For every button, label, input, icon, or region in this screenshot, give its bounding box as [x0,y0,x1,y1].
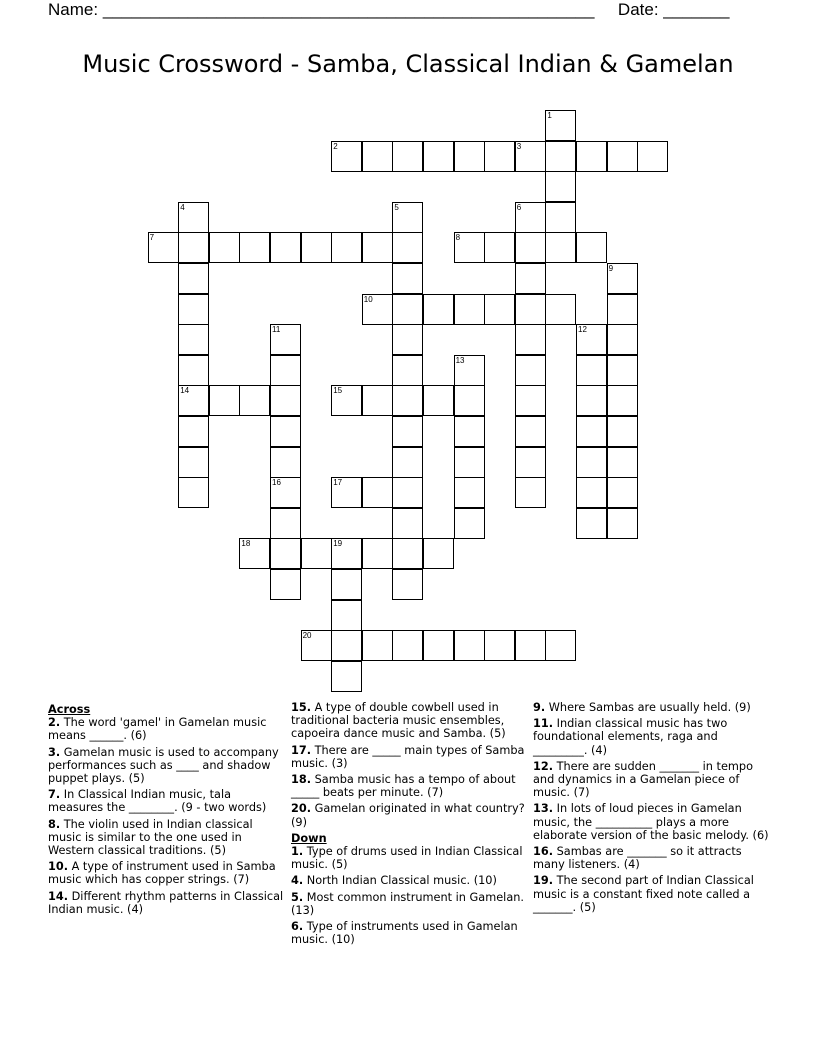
grid-cell[interactable] [454,447,485,478]
grid-cell[interactable] [392,569,423,600]
grid-cell[interactable] [576,324,607,355]
grid-cell[interactable] [607,477,638,508]
grid-cell[interactable] [331,232,362,263]
clue-text: The violin used in Indian classical music is similar to the one used in Western classical traditions. (5) [48,817,253,858]
clue-number: 12 [578,325,587,335]
grid-cell[interactable] [270,385,301,416]
clue-number: 11 [272,325,281,335]
down-heading: Down [291,831,327,845]
across-clue [48,818,286,858]
grid-cell[interactable] [331,569,362,600]
clue-number: 13 [455,355,465,365]
grid-cell[interactable] [545,294,576,325]
clue-number-label: 16. [533,845,554,859]
down-clue [533,845,771,871]
clue-number-label: 9. [533,701,546,714]
grid-cell[interactable] [576,355,607,386]
clue-number-label: 18. [291,773,312,787]
grid-cell[interactable] [392,232,423,263]
clue-text: Different rhythm patterns in Classical Indian music. (4) [48,889,284,916]
grid-cell[interactable] [515,630,546,661]
clue-number: 9 [608,264,614,273]
across-clue [48,716,286,742]
clue-text: Most common instrument in Gamelan. (13) [291,890,524,917]
clue-number-label: 13. [533,802,554,816]
clue-text: North Indian Classical music. (10) [303,874,497,888]
clue-number-label: 11. [533,717,554,731]
clue-number-label: 5. [291,890,304,904]
grid-cell[interactable] [454,630,485,661]
grid-cell[interactable] [545,232,576,263]
grid-cell[interactable] [270,355,301,386]
grid-cell[interactable] [362,538,393,569]
grid-cell[interactable] [270,538,301,569]
clue-text: Type of instruments used in Gamelan music. (10) [291,920,518,947]
grid-cell[interactable] [423,385,454,416]
grid-cell[interactable] [270,447,301,478]
grid-cell[interactable] [515,263,546,294]
clues-column-1 [48,701,286,919]
grid-cell[interactable] [576,385,607,416]
clue-number-label: 7. [48,788,61,802]
clue-text: Samba music has a tempo of about _____ beats per minute. (7) [291,773,516,800]
clue-text: There are _____ main types of Samba music. (3) [291,743,525,770]
down-clue [533,760,771,800]
across-heading: Across [48,703,91,716]
grid-cell[interactable] [545,110,576,141]
across-clue [48,860,286,886]
grid-cell[interactable] [392,538,423,569]
grid-cell[interactable] [331,141,362,172]
clue-number-label: 20. [291,802,312,816]
grid-cell[interactable] [331,538,362,569]
grid-cell[interactable] [484,294,515,325]
grid-cell[interactable] [392,508,423,539]
grid-cell[interactable] [607,385,638,416]
clue-number: 3 [516,141,522,151]
grid-cell[interactable] [178,385,209,416]
clue-number-label: 15. [291,701,312,714]
grid-cell[interactable] [178,355,209,386]
clue-number: 16 [272,478,281,488]
grid-cell[interactable] [607,324,638,355]
clue-number-label: 1. [291,845,304,859]
grid-cell[interactable] [576,232,607,263]
clue-text: Gamelan music is used to accompany performances such as ____ and shadow puppet plays. (5) [48,745,279,786]
grid-cell[interactable] [423,141,454,172]
down-clue [291,920,529,946]
date-blank[interactable]: _______ [663,0,730,19]
grid-cell[interactable] [392,202,423,233]
grid-cell[interactable] [392,355,423,386]
down-clue [533,802,771,842]
grid-cell[interactable] [515,477,546,508]
grid-cell[interactable] [545,630,576,661]
grid-cell[interactable] [178,294,209,325]
grid-cell[interactable] [423,538,454,569]
grid-cell[interactable] [301,538,332,569]
grid-cell[interactable] [423,630,454,661]
across-clue [48,746,286,786]
grid-cell[interactable] [454,477,485,508]
grid-cell[interactable] [576,141,607,172]
clue-number-label: 6. [291,920,304,934]
clue-text: Sambas are _______ so it attracts many listeners. (4) [533,845,742,872]
grid-cell[interactable] [607,294,638,325]
clue-text: A type of instrument used in Samba music which has copper strings. (7) [48,860,276,887]
grid-cell[interactable] [484,232,515,263]
grid-cell[interactable] [270,232,301,263]
grid-cell[interactable] [270,416,301,447]
grid-cell[interactable] [178,232,209,263]
grid-cell[interactable] [454,385,485,416]
grid-cell[interactable] [392,263,423,294]
grid-cell[interactable] [270,477,301,508]
grid-cell[interactable] [576,477,607,508]
clue-number-label: 10. [48,860,69,874]
grid-cell[interactable] [545,202,576,233]
clue-number-label: 12. [533,759,554,773]
grid-cell[interactable] [209,385,240,416]
grid-cell[interactable] [239,385,270,416]
grid-cell[interactable] [270,569,301,600]
clue-number: 14 [180,386,190,396]
grid-cell[interactable] [515,385,546,416]
grid-cell[interactable] [331,600,362,631]
grid-cell[interactable] [576,508,607,539]
grid-cell[interactable] [392,447,423,478]
grid-cell[interactable] [178,447,209,478]
clue-number: 2 [333,141,338,151]
clues-column-2 [291,701,529,949]
clue-number: 8 [455,233,461,243]
down-clue [291,845,529,871]
grid-cell[interactable] [362,232,393,263]
grid-cell[interactable] [178,416,209,447]
clue-number-label: 2. [48,716,61,730]
grid-cell[interactable] [545,171,576,202]
grid-cell[interactable] [454,294,485,325]
grid-cell[interactable] [178,263,209,294]
down-clue [533,717,771,757]
grid-cell[interactable] [392,630,423,661]
clue-number: 1 [547,111,552,120]
grid-cell[interactable] [484,630,515,661]
name-label: Name: [48,0,99,19]
grid-cell[interactable] [392,416,423,447]
grid-cell[interactable] [607,508,638,539]
grid-cell[interactable] [301,232,332,263]
across-clue [291,802,529,828]
clue-text: In lots of loud pieces in Gamelan music, the __________ plays a more elaborate version of the basic melody. (6) [533,802,769,842]
grid-cell[interactable] [454,416,485,447]
grid-cell[interactable] [331,630,362,661]
grid-cell[interactable] [392,324,423,355]
grid-cell[interactable] [301,630,332,661]
grid-cell[interactable] [607,141,638,172]
clue-number: 20 [302,631,312,641]
grid-cell[interactable] [392,385,423,416]
across-clue [48,890,286,916]
across-clue [291,701,529,741]
grid-cell[interactable] [515,294,546,325]
grid-cell[interactable] [209,232,240,263]
clue-text: The second part of Indian Classical music is a constant fixed note called a _______. (5) [533,874,754,914]
grid-cell[interactable] [515,232,546,263]
clue-text: Indian classical music has two foundational elements, raga and _________. (4) [533,717,728,757]
grid-cell[interactable] [362,294,393,325]
grid-cell[interactable] [392,294,423,325]
grid-cell[interactable] [515,447,546,478]
clue-text: In Classical Indian music, tala measures the ________. (9 - two words) [48,788,267,815]
clue-number: 5 [394,202,399,212]
down-clue [291,874,529,887]
grid-cell[interactable] [576,416,607,447]
clue-number-label: 17. [291,743,312,757]
grid-cell[interactable] [362,630,393,661]
grid-cell[interactable] [270,508,301,539]
grid-cell[interactable] [178,324,209,355]
grid-cell[interactable] [607,263,638,294]
clue-text: A type of double cowbell used in traditional bacteria music ensembles, capoeira dance music and Samba. (5) [291,701,506,741]
clue-text: Type of drums used in Indian Classical music. (5) [291,845,523,872]
clue-number-label: 8. [48,817,61,831]
clue-number: 17 [333,478,343,488]
grid-cell[interactable] [515,355,546,386]
clue-number: 7 [149,233,155,243]
grid-cell[interactable] [423,294,454,325]
grid-cell[interactable] [545,141,576,172]
grid-cell[interactable] [362,477,393,508]
grid-cell[interactable] [331,385,362,416]
grid-cell[interactable] [454,355,485,386]
clue-number-label: 19. [533,874,554,888]
grid-cell[interactable] [515,202,546,233]
page-title: Music Crossword - Samba, Classical Indian & Gamelan [82,50,734,78]
grid-cell[interactable] [239,538,270,569]
across-clue [48,788,286,814]
grid-cell[interactable] [392,141,423,172]
grid-cell[interactable] [331,661,362,692]
grid-cell[interactable] [148,232,179,263]
clue-number-label: 4. [291,874,304,888]
grid-cell[interactable] [270,324,301,355]
across-clue [291,773,529,799]
down-clue [533,874,771,914]
grid-cell[interactable] [515,324,546,355]
clue-number: 15 [333,386,343,396]
clue-number: 19 [333,539,343,549]
grid-cell[interactable] [515,416,546,447]
clue-number: 6 [516,202,522,212]
grid-cell[interactable] [515,141,546,172]
name-blank[interactable]: ____________________________________________________ [102,0,595,19]
across-clue [291,744,529,770]
grid-cell[interactable] [576,447,607,478]
date-label: Date: [617,0,659,19]
clue-text: Where Sambas are usually held. (9) [545,701,751,714]
grid-cell[interactable] [454,141,485,172]
grid-cell[interactable] [331,477,362,508]
clue-text: Gamelan originated in what country? (9) [291,802,525,829]
clue-number: 10 [363,294,373,304]
down-clue [533,701,771,714]
grid-cell[interactable] [607,355,638,386]
grid-cell[interactable] [239,232,270,263]
grid-cell[interactable] [178,477,209,508]
clue-number: 4 [180,202,185,212]
grid-cell[interactable] [607,447,638,478]
clue-number: 18 [241,539,251,549]
clue-number-label: 3. [48,745,61,759]
grid-cell[interactable] [637,141,668,172]
grid-cell[interactable] [607,416,638,447]
grid-cell[interactable] [484,141,515,172]
grid-cell[interactable] [392,477,423,508]
grid-cell[interactable] [454,508,485,539]
grid-cell[interactable] [454,232,485,263]
down-clue [291,891,529,917]
grid-cell[interactable] [362,385,393,416]
clue-text: The word 'gamel' in Gamelan music means ______. (6) [48,716,267,743]
grid-cell[interactable] [178,202,209,233]
clue-text: There are sudden _______ in tempo and dynamics in a Gamelan piece of music. (7) [533,759,753,800]
grid-cell[interactable] [362,141,393,172]
clues-column-3 [533,701,771,917]
clue-number-label: 14. [48,889,69,903]
